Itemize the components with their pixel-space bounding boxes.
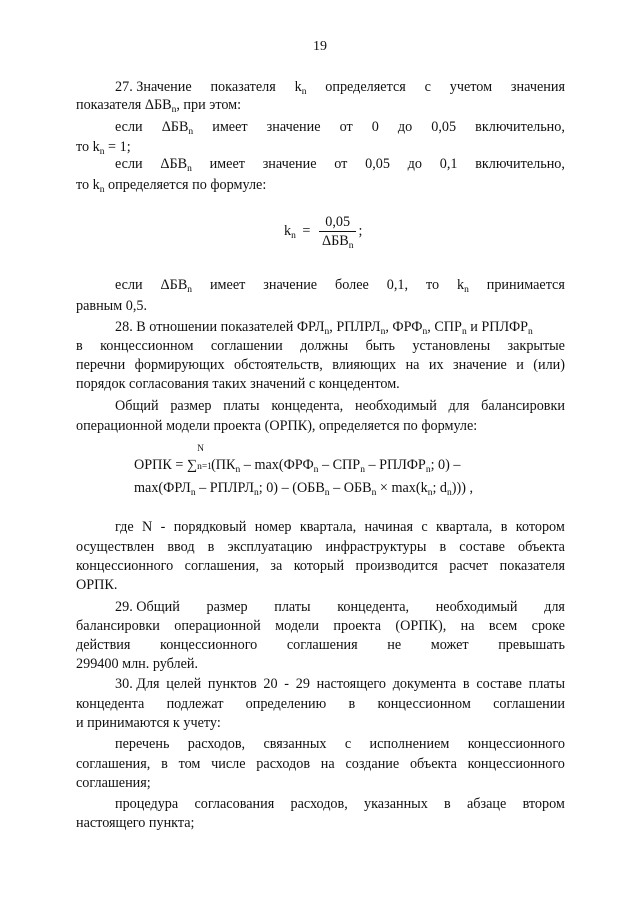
- word: в: [500, 519, 508, 535]
- word: порядковый: [173, 519, 247, 535]
- word: учетом: [449, 79, 493, 95]
- word: который: [293, 558, 345, 574]
- word: балансировки: [481, 398, 565, 414]
- word: производится: [355, 558, 438, 574]
- word: концедента,: [271, 398, 344, 414]
- word: квартала,: [436, 519, 493, 535]
- word: размер: [170, 398, 212, 414]
- word: в: [348, 696, 356, 712]
- word: пунктов: [207, 676, 257, 692]
- word: в: [76, 338, 83, 354]
- word: абзаце: [467, 796, 507, 812]
- word: том: [178, 756, 201, 772]
- word: включительно,: [475, 119, 565, 135]
- word: включительно,: [475, 156, 565, 172]
- word: 29. Общий: [115, 599, 180, 615]
- where-line-1: [115, 518, 565, 536]
- word: инфраструктуры: [325, 539, 427, 555]
- p30-line-5: [76, 755, 565, 773]
- word: должны: [300, 338, 349, 354]
- word: соглашении: [210, 338, 283, 354]
- word: если: [115, 156, 143, 172]
- word: -: [284, 676, 290, 692]
- word: объекта: [409, 756, 457, 772]
- word: 0,1,: [386, 277, 409, 293]
- word: расчет: [449, 558, 489, 574]
- p29-line-2: [76, 617, 565, 635]
- word: платы: [223, 398, 260, 414]
- word: составе: [476, 676, 522, 692]
- word: в: [207, 539, 215, 555]
- formula-orpk-line-1: ОРПК = ∑ N n=1 ($ПК_n - \max(ФРФ_n - СПР_n$ – $РПЛФР_n$; 0) –: [134, 444, 461, 475]
- word: целей: [166, 676, 202, 692]
- word: если: [115, 119, 143, 135]
- word: расходов,: [290, 796, 348, 812]
- word: операционной: [174, 618, 261, 634]
- word: на: [405, 357, 420, 373]
- p30-line-3: и принимаются к учету:: [76, 715, 221, 731]
- word: числе: [211, 756, 246, 772]
- word: расходов: [256, 756, 311, 772]
- word: показателя: [210, 79, 276, 95]
- word: соглашения,: [184, 558, 259, 574]
- word: и: [516, 357, 524, 373]
- word: $k_n$: [294, 79, 307, 97]
- word: от: [339, 119, 353, 135]
- where-line-4: ОРПК.: [76, 577, 118, 593]
- page-number: 19: [313, 39, 327, 54]
- word: 0,05: [365, 156, 390, 172]
- word: $k_n$: [456, 277, 469, 295]
- word: с: [421, 519, 428, 535]
- word: значение: [266, 119, 321, 135]
- p30-line-4: [115, 735, 565, 753]
- word: в: [462, 676, 470, 692]
- word: создание: [345, 756, 400, 772]
- word: осуществлен: [76, 539, 155, 555]
- p29-line-3: [76, 636, 565, 654]
- word: начиная: [364, 519, 413, 535]
- word: платы: [528, 676, 565, 692]
- word: концессионного: [160, 637, 258, 653]
- word: соглашения: [286, 637, 358, 653]
- formula-kn: $k_n$ = $\frac{0,05}{\Delta БВ_n}$ ;: [284, 214, 363, 251]
- fraction: $\frac{0,05}{\Delta БВ_n}$: [319, 214, 356, 249]
- word: -: [160, 519, 166, 535]
- word: концессионного: [467, 756, 565, 772]
- word: концедента,: [337, 599, 410, 615]
- word: для: [448, 398, 470, 414]
- word: 0,05: [431, 119, 457, 135]
- word: для: [544, 599, 565, 615]
- p27-line-1: [115, 78, 565, 96]
- word: на: [460, 618, 475, 634]
- word: $\Delta БВ_n$: [161, 119, 194, 137]
- word: значение: [453, 357, 507, 373]
- word: 27. Значение: [115, 79, 192, 95]
- word: на: [320, 756, 335, 772]
- p30-line-7: [115, 795, 565, 813]
- p30-line-6: соглашения;: [76, 775, 151, 791]
- word: действия: [76, 637, 131, 653]
- word: от: [334, 156, 348, 172]
- word: 0,1: [439, 156, 458, 172]
- word: с: [424, 79, 431, 95]
- word: составе: [459, 539, 505, 555]
- word: расходов,: [187, 736, 246, 752]
- p27-line-2: показателя $\Delta БВ_n$, при этом:: [76, 97, 242, 115]
- word: номер: [254, 519, 292, 535]
- word: установлены: [412, 338, 491, 354]
- word: 30. Для: [115, 676, 160, 692]
- word: перечень: [115, 736, 170, 752]
- word: значение: [262, 156, 317, 172]
- p27-line-6: то $k_n$ определяется по формуле:: [76, 177, 267, 195]
- word: превышать: [498, 637, 565, 653]
- word: концессионном: [377, 696, 471, 712]
- word: балансировки: [76, 618, 160, 634]
- word: не: [387, 637, 402, 653]
- total-line-2: операционной модели проекта (ОРПК), определяется по формуле:: [76, 418, 478, 434]
- word: то: [425, 277, 440, 293]
- word: имеет: [209, 277, 246, 293]
- word: закрытые: [507, 338, 565, 354]
- word: определяется: [325, 79, 406, 95]
- p30-line-8: настоящего пункта;: [76, 815, 195, 831]
- word: обстоятельств,: [234, 357, 323, 373]
- word: ввод: [167, 539, 195, 555]
- word: если: [115, 277, 143, 293]
- p28-line-3: [76, 356, 565, 374]
- word: соглашении: [493, 696, 565, 712]
- p27-line-7: [115, 276, 565, 294]
- word: концессионном: [100, 338, 194, 354]
- word: концедента: [76, 696, 145, 712]
- word: влияющих: [332, 357, 397, 373]
- p29-line-4: 299400 млн. рублей.: [76, 656, 199, 672]
- word: принимается: [486, 277, 565, 293]
- word: Общий: [115, 398, 159, 414]
- word: объекта: [518, 539, 565, 555]
- p28-line-4: порядок согласования таких значений с концедентом.: [76, 376, 400, 392]
- word: значение: [263, 277, 318, 293]
- word: указанных: [364, 796, 428, 812]
- word: в: [161, 756, 168, 772]
- word: процедура: [115, 796, 179, 812]
- word: сроке: [531, 618, 565, 634]
- word: быть: [365, 338, 396, 354]
- word: N: [142, 519, 153, 535]
- word: их: [428, 357, 444, 373]
- where-line-2: [76, 538, 565, 556]
- word: до: [407, 156, 422, 172]
- word: платы: [274, 599, 311, 615]
- word: более: [335, 277, 369, 293]
- word: котором: [515, 519, 565, 535]
- word: показателя: [499, 558, 565, 574]
- word: формирующих: [134, 357, 225, 373]
- formula-orpk-line-2: $\max(ФРЛ_n$ – $РПЛРЛ_n$; $0) - (ОБВ_n - ОБВ_n \times \max(k_n$; $d_n$))) ,: [134, 480, 474, 498]
- p27-line-3: [115, 118, 565, 136]
- word: концессионного: [467, 736, 565, 752]
- word: имеет: [212, 119, 248, 135]
- word: в: [444, 796, 451, 812]
- p28-line-2: [76, 337, 565, 355]
- word: квартала,: [299, 519, 357, 535]
- word: где: [115, 519, 134, 535]
- word: 29: [295, 676, 310, 692]
- word: $\Delta БВ_n$: [160, 277, 193, 295]
- word: может: [430, 637, 469, 653]
- word: концессионного: [76, 558, 174, 574]
- word: втором: [522, 796, 565, 812]
- word: исполнением: [369, 736, 450, 752]
- word: настоящего: [316, 676, 386, 692]
- word: (или): [533, 357, 565, 373]
- p30-line-2: [76, 695, 565, 713]
- word: $\Delta БВ_n$: [160, 156, 192, 174]
- where-line-3: [76, 557, 565, 575]
- p30-line-1: [115, 675, 565, 693]
- p27-line-5: [115, 155, 565, 173]
- word: эксплуатацию: [227, 539, 313, 555]
- p27-line-4: то $k_n = 1$;: [76, 139, 131, 157]
- word: соглашения,: [76, 756, 151, 772]
- word: в: [439, 539, 447, 555]
- p29-line-1: [115, 598, 565, 616]
- word: согласования: [194, 796, 275, 812]
- word: всем: [488, 618, 518, 634]
- word: значения: [510, 79, 565, 95]
- p28-line-1: 28. В отношении показателей $ФРЛ_n$, $РПЛРЛ_n$, $ФРФ_n$, $СПР_n$ и $РПЛФР_n$: [115, 319, 533, 337]
- word: документа: [392, 676, 457, 692]
- word: перечни: [76, 357, 126, 373]
- word: за: [270, 558, 283, 574]
- word: необходимый: [354, 398, 437, 414]
- word: (ОРПК),: [395, 618, 447, 634]
- word: имеет: [209, 156, 245, 172]
- word: модели: [275, 618, 320, 634]
- word: определению: [245, 696, 327, 712]
- word: связанных: [263, 736, 327, 752]
- word: размер: [206, 599, 248, 615]
- word: необходимый: [435, 599, 518, 615]
- word: 20: [263, 676, 278, 692]
- word: подлежат: [166, 696, 224, 712]
- p27-line-8: равным 0,5.: [76, 298, 148, 314]
- word: 0: [371, 119, 379, 135]
- word: до: [397, 119, 413, 135]
- word: проекта: [333, 618, 382, 634]
- word: с: [344, 736, 352, 752]
- total-line-1: [115, 397, 565, 415]
